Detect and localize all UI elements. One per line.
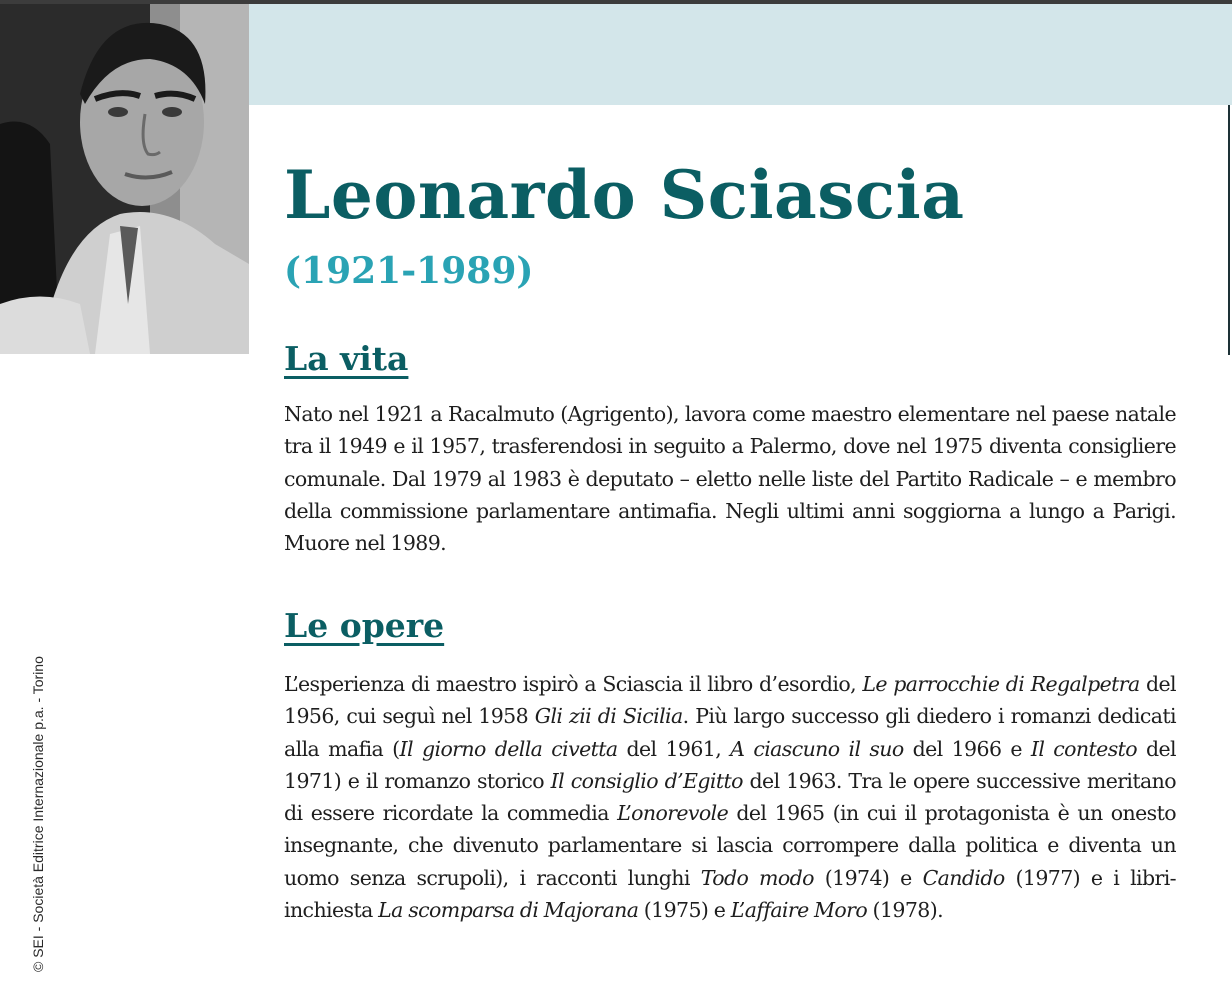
text-run: . Più largo successo gli diedero i romanzi dedicati alla mafia ( (284, 704, 1176, 761)
header-banner (249, 4, 1232, 105)
work-title: Todo modo (700, 865, 814, 890)
text-run: del 1961, (617, 736, 731, 761)
work-title: A ciascuno il suo (730, 736, 904, 761)
text-run: (1978). (867, 898, 944, 923)
work-title: Il consiglio d’Egitto (550, 768, 743, 793)
work-title: Gli zii di Sicilia (534, 704, 683, 729)
text-run: del 1965 (in cui il protagonista è un onesto insegnante, che divenuto parlamentare si lascia corrompere dalla politica e diventa un uomo senza scrupoli), i racconti lunghi (284, 801, 1176, 890)
work-title: L’affaire Moro (730, 898, 868, 923)
text-run: del 1956, cui seguì nel 1958 (284, 672, 1176, 729)
section-heading-la-vita: La vita (284, 339, 409, 378)
right-edge-rule (1228, 105, 1230, 355)
text-run: del 1971) e il romanzo storico (284, 736, 1176, 793)
text-run: (1975) e (638, 898, 731, 923)
section-heading-le-opere: Le opere (284, 606, 445, 645)
work-title: La scomparsa di Majorana (378, 898, 639, 923)
text-run: del 1963. Tra le opere successive meritano di essere ricordate la commedia (284, 768, 1176, 826)
life-dates: (1921-1989) (284, 250, 534, 292)
text-run: L’esperienza di maestro ispirò a Sciascia il libro d’esordio, (284, 672, 863, 696)
page-title: Leonardo Sciascia (284, 156, 965, 234)
section-text-le-opere (284, 668, 1176, 926)
work-title: L’onorevole (617, 801, 729, 826)
author-photo (0, 4, 249, 354)
section-text-la-vita: Nato nel 1921 a Racalmuto (Agrigento), lavora come maestro elementare nel paese natale tra il 1949 e il 1957, trasferendosi in seguito a Palermo, dove nel 1975 diventa consigliere comunale. Dal 1979 al 1983 è deputato – eletto nelle liste del Partito Radicale – e membro della commissione parlamentare antimafia. Negli ultimi anni soggiorna a lungo a Parigi. Muore nel 1989. (284, 402, 1176, 556)
text-run: (1977) e i libri-inchiesta (284, 865, 1176, 923)
copyright-notice: © SEI - Società Editrice Internazionale p.a. - Torino (30, 656, 46, 972)
text-run: del 1966 e (903, 736, 1031, 761)
work-title: Le parrocchie di Regalpetra (862, 672, 1140, 696)
work-title: Il contesto (1030, 736, 1137, 761)
work-title: Il giorno della civetta (399, 736, 618, 761)
portrait-illustration (0, 4, 249, 354)
text-run: (1974) e (813, 865, 923, 890)
work-title: Candido (922, 865, 1005, 890)
